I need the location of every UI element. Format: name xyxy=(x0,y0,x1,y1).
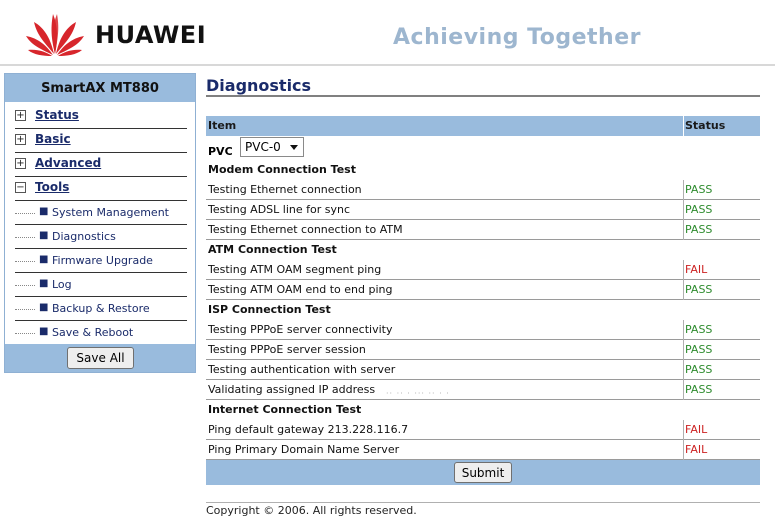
table-row xyxy=(206,220,760,240)
copyright-text: Copyright © 2006. All rights reserved. xyxy=(206,504,417,517)
test-status: PASS xyxy=(685,283,713,296)
column-separator xyxy=(683,320,684,340)
test-status: FAIL xyxy=(685,443,708,456)
bullet-icon: ■ xyxy=(39,206,49,217)
column-separator xyxy=(683,340,684,360)
sidebar-subitem-diagnostics[interactable] xyxy=(15,225,187,249)
sidebar-subitem-save-reboot[interactable] xyxy=(15,321,187,345)
column-header-status: Status xyxy=(685,119,726,132)
submit-bar xyxy=(206,460,760,485)
column-separator xyxy=(683,280,684,300)
bullet-icon: ■ xyxy=(39,302,49,313)
test-item: Testing PPPoE server session xyxy=(208,343,366,356)
expand-plus-icon[interactable]: + xyxy=(16,134,25,145)
table-row xyxy=(206,440,760,460)
section-title: Modem Connection Test xyxy=(208,163,356,176)
column-separator xyxy=(683,200,684,220)
column-separator xyxy=(683,260,684,280)
sidebar-subitem-label[interactable]: Log xyxy=(52,278,72,291)
tree-connector xyxy=(15,213,35,214)
sidebar-item-label[interactable]: Advanced xyxy=(35,156,102,170)
sidebar-subitem-label[interactable]: Backup & Restore xyxy=(52,302,150,315)
tree-connector xyxy=(15,237,35,238)
section-header xyxy=(206,240,760,260)
column-separator xyxy=(683,220,684,240)
section-header xyxy=(206,300,760,320)
column-separator xyxy=(683,116,684,136)
column-separator xyxy=(683,380,684,400)
section-header xyxy=(206,400,760,420)
submit-button[interactable]: Submit xyxy=(454,462,512,483)
tree-connector xyxy=(15,285,35,286)
pvc-select[interactable] xyxy=(240,137,304,157)
table-row xyxy=(206,260,760,280)
test-status: FAIL xyxy=(685,423,708,436)
column-separator xyxy=(683,360,684,380)
tree-connector xyxy=(15,261,35,262)
table-row xyxy=(206,280,760,300)
table-row xyxy=(206,200,760,220)
sidebar xyxy=(4,73,196,373)
bullet-icon: ■ xyxy=(39,326,49,337)
test-item: Testing PPPoE server connectivity xyxy=(208,323,393,336)
test-status: PASS xyxy=(685,203,713,216)
bullet-icon: ■ xyxy=(39,278,49,289)
sidebar-item-basic[interactable] xyxy=(15,129,187,153)
section-title: ATM Connection Test xyxy=(208,243,337,256)
test-item: Validating assigned IP address xyxy=(208,383,376,396)
table-row xyxy=(206,180,760,200)
test-item: Testing ADSL line for sync xyxy=(208,203,351,216)
table-row xyxy=(206,320,760,340)
test-status: PASS xyxy=(685,363,713,376)
column-header-item: Item xyxy=(208,119,237,132)
sidebar-footer xyxy=(5,344,195,372)
sidebar-subitem-system-management[interactable] xyxy=(15,201,187,225)
table-row xyxy=(206,420,760,440)
footer-divider xyxy=(206,502,760,503)
table-row xyxy=(206,340,760,360)
column-separator xyxy=(683,180,684,200)
test-item: Testing Ethernet connection to ATM xyxy=(208,223,403,236)
sidebar-subitem-backup-restore[interactable] xyxy=(15,297,187,321)
expand-plus-icon[interactable]: + xyxy=(16,158,25,169)
test-item: Ping default gateway 213.228.116.7 xyxy=(208,423,409,436)
page-title: Diagnostics xyxy=(206,76,312,95)
test-status: FAIL xyxy=(685,263,708,276)
header-divider xyxy=(0,64,775,66)
bullet-icon: ■ xyxy=(39,254,49,265)
table-header-row xyxy=(206,116,760,136)
sidebar-item-status[interactable] xyxy=(15,105,187,129)
pvc-row xyxy=(206,136,760,160)
pvc-selected-value: PVC-0 xyxy=(245,140,281,154)
expand-plus-icon[interactable]: + xyxy=(16,110,25,121)
redacted-ip-address: ·· ·· · ··· ·· · · xyxy=(386,389,450,398)
sidebar-item-label[interactable]: Status xyxy=(35,108,79,122)
test-status: PASS xyxy=(685,223,713,236)
test-item: Testing ATM OAM end to end ping xyxy=(208,283,393,296)
brand-name: HUAWEI xyxy=(95,21,207,49)
test-status: PASS xyxy=(685,183,713,196)
test-status: PASS xyxy=(685,323,713,336)
table-row xyxy=(206,380,760,400)
test-item: Testing ATM OAM segment ping xyxy=(208,263,382,276)
tree-connector xyxy=(15,333,35,334)
sidebar-item-tools[interactable] xyxy=(15,177,187,201)
sidebar-item-label[interactable]: Basic xyxy=(35,132,71,146)
device-model-title: SmartAX MT880 xyxy=(5,74,195,102)
test-item: Testing Ethernet connection xyxy=(208,183,362,196)
save-all-button[interactable]: Save All xyxy=(67,347,134,369)
sidebar-item-advanced[interactable] xyxy=(15,153,187,177)
test-status: PASS xyxy=(685,343,713,356)
huawei-logo-icon xyxy=(24,8,86,58)
sidebar-subitem-label[interactable]: System Management xyxy=(52,206,169,219)
table-row xyxy=(206,360,760,380)
sidebar-subitem-label[interactable]: Save & Reboot xyxy=(52,326,134,339)
sidebar-subitem-firmware-upgrade[interactable] xyxy=(15,249,187,273)
sidebar-subitem-label[interactable]: Firmware Upgrade xyxy=(52,254,153,267)
collapse-minus-icon[interactable]: − xyxy=(16,182,25,193)
sidebar-item-label[interactable]: Tools xyxy=(35,180,70,194)
tagline: Achieving Together xyxy=(393,25,641,50)
test-status: PASS xyxy=(685,383,713,396)
tree-connector xyxy=(15,309,35,310)
section-title: Internet Connection Test xyxy=(208,403,362,416)
section-title: ISP Connection Test xyxy=(208,303,331,316)
column-separator xyxy=(683,440,684,460)
column-separator xyxy=(683,420,684,440)
pvc-label: PVC xyxy=(208,145,233,158)
sidebar-subitem-log[interactable] xyxy=(15,273,187,297)
header xyxy=(0,0,775,66)
section-header xyxy=(206,160,760,180)
test-item: Testing authentication with server xyxy=(208,363,396,376)
chevron-down-icon xyxy=(290,145,298,150)
test-item: Ping Primary Domain Name Server xyxy=(208,443,400,456)
sidebar-subitem-label[interactable]: Diagnostics xyxy=(52,230,116,243)
title-divider xyxy=(206,95,760,97)
bullet-icon: ■ xyxy=(39,230,49,241)
